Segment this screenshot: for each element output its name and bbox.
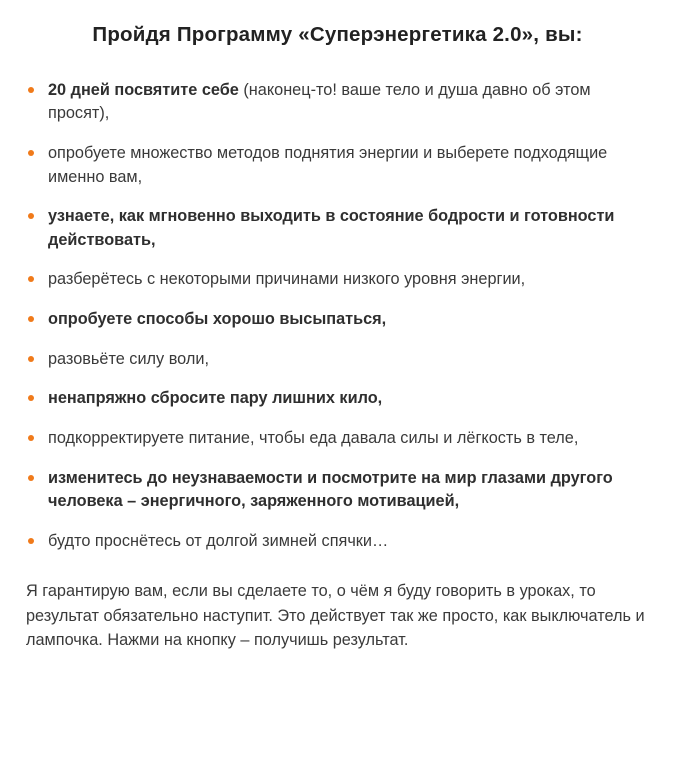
list-item-text: опробуете множество методов поднятия энергии и выберете подходящие именно вам, — [48, 143, 608, 186]
list-item — [26, 268, 649, 292]
page-title: Пройдя Программу «Суперэнергетика 2.0», вы: — [92, 23, 583, 46]
bullet-dot-icon — [28, 538, 34, 544]
list-item-text: изменитесь до неузнаваемости и посмотрите на мир глазами другого человека – энергичного, заряженного мотивацией, — [48, 468, 613, 511]
list-item-text: узнаете, как мгновенно выходить в состояние бодрости и готовности действовать, — [48, 207, 615, 249]
bullet-dot-icon — [28, 316, 34, 322]
benefits-list — [26, 79, 649, 554]
list-item-text: разберётесь с некоторыми причинами низкого уровня энергии, — [48, 270, 526, 289]
list-item — [26, 348, 649, 372]
list-item — [26, 427, 649, 451]
bullet-dot-icon — [28, 150, 34, 156]
list-item-text: разовьёте силу воли, — [48, 349, 209, 368]
list-item — [26, 308, 649, 332]
bullet-dot-icon — [28, 356, 34, 362]
list-item-lead: 20 дней посвятите себе — [48, 80, 239, 99]
list-item — [26, 530, 649, 554]
list-item — [26, 467, 649, 514]
list-item — [26, 205, 649, 252]
list-item — [26, 79, 649, 126]
list-item-rest: (наконец-то! ваше тело и душа давно об этом просят), — [48, 80, 591, 123]
list-item-text: ненапряжно сбросите пару лишних кило, — [48, 389, 383, 408]
closing-paragraph: Я гарантирую вам, если вы сделаете то, о чём я буду говорить в уроках, то результат обязательно наступит. Это действует так же просто, как выключатель и лампочка. Нажми на кнопку – получишь результат. — [26, 582, 645, 650]
list-item-text: будто проснётесь от долгой зимней спячки… — [48, 531, 389, 550]
bullet-dot-icon — [28, 475, 34, 481]
list-item — [26, 142, 649, 189]
bullet-dot-icon — [28, 435, 34, 441]
bullet-dot-icon — [28, 213, 34, 219]
list-item-text: опробуете способы хорошо высыпаться, — [48, 310, 387, 329]
bullet-dot-icon — [28, 276, 34, 282]
bullet-dot-icon — [28, 87, 34, 93]
list-item-text: подкорректируете питание, чтобы еда давала силы и лёгкость в теле, — [48, 428, 579, 447]
bullet-dot-icon — [28, 395, 34, 401]
list-item — [26, 387, 649, 411]
